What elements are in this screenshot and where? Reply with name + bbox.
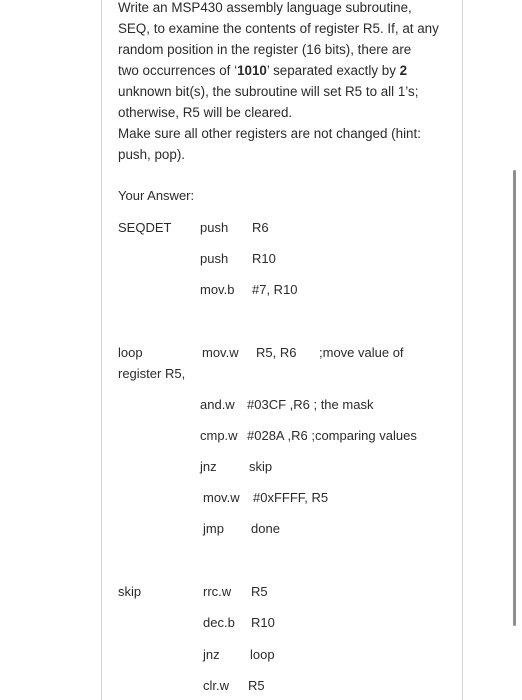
code-args: skip <box>249 459 273 474</box>
answer-heading: Your Answer: <box>118 188 195 203</box>
code-args: #0xFFFF, R5 <box>253 490 329 505</box>
question-line: Make sure all other registers are not changed (hint: <box>118 126 421 141</box>
code-op: mov.b <box>200 282 235 297</box>
code-label: register R5, <box>118 366 186 381</box>
code-op: and.w <box>200 397 235 412</box>
vertical-scrollbar[interactable] <box>513 170 516 626</box>
code-args: R6 <box>252 220 269 235</box>
code-args: R5, R6 <box>256 345 297 360</box>
code-op: dec.b <box>203 615 235 630</box>
code-args: R10 <box>251 615 275 630</box>
code-op: jnz <box>203 647 220 662</box>
code-op: jmp <box>203 521 224 536</box>
question-line: push, pop). <box>118 147 185 162</box>
code-label: SEQDET <box>118 220 172 235</box>
code-op: push <box>200 251 229 266</box>
pattern-bold: 1010 <box>237 63 267 78</box>
code-label: loop <box>118 345 143 360</box>
code-op: mov.w <box>202 345 239 360</box>
code-op: mov.w <box>203 490 240 505</box>
code-op: jnz <box>200 459 217 474</box>
question-line: random position in the register (16 bits), there are <box>118 42 412 57</box>
code-args: loop <box>250 647 275 662</box>
code-op: push <box>200 220 229 235</box>
code-op: rrc.w <box>203 584 232 599</box>
gap-bold: 2 <box>399 63 408 78</box>
code-args: R5 <box>248 678 265 693</box>
code-args: #03CF ,R6 ; the mask <box>247 397 374 412</box>
code-args: R10 <box>252 251 276 266</box>
code-args: done <box>251 521 280 536</box>
code-op: cmp.w <box>200 428 238 443</box>
question-line: SEQ, to examine the contents of register R5. If, at any <box>118 21 439 36</box>
question-line <box>118 60 458 81</box>
question-line: Write an MSP430 assembly language subroutine, <box>118 0 412 15</box>
question-text-part: two occurrences of ‘ <box>118 63 238 78</box>
code-op: clr.w <box>203 678 229 693</box>
question-text-part: ’ separated exactly by <box>266 63 400 78</box>
code-label: skip <box>118 584 142 599</box>
code-args: #7, R10 <box>252 282 298 297</box>
question-text <box>118 0 458 165</box>
code-comment: ;move value of <box>319 345 404 360</box>
question-line: unknown bit(s), the subroutine will set R5 to all 1’s; <box>118 84 419 99</box>
code-args: R5 <box>251 584 268 599</box>
question-line: otherwise, R5 will be cleared. <box>118 105 293 120</box>
code-args: #028A ,R6 ;comparing values <box>247 428 417 443</box>
